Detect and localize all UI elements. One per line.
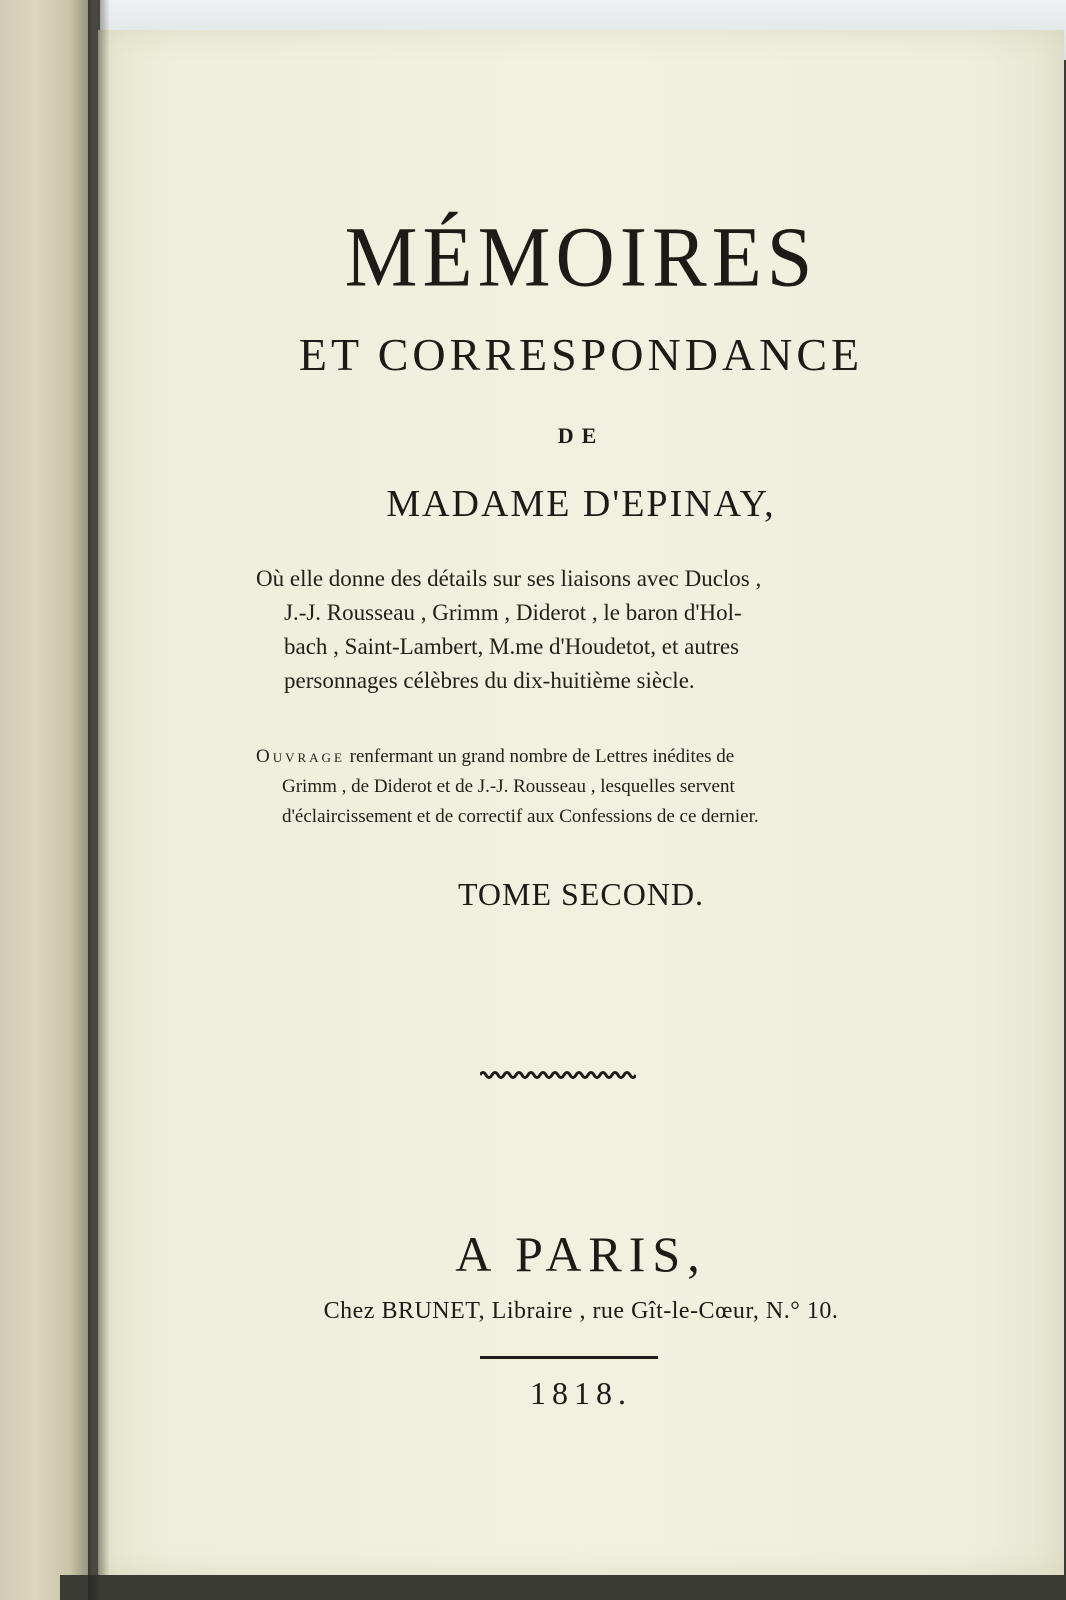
imprint-publisher: Chez BRUNET, Libraire , rue Gît-le-Cœur, N.° 10.: [323, 1298, 839, 1324]
book-subtitle: ET CORRESPONDANCE: [298, 329, 864, 380]
volume-label: TOME SECOND.: [457, 876, 705, 912]
author-name: MADAME D'EPINAY,: [386, 483, 776, 525]
work-note-block: [256, 742, 916, 832]
book-title: MÉMOIRES: [344, 208, 818, 305]
imprint-year: 1818.: [530, 1375, 632, 1411]
work-note-line: d'éclaircissement et de correctif aux Confessions de ce dernier.: [282, 806, 759, 827]
title-page: [98, 30, 1064, 1575]
background-bottom: [60, 1575, 1066, 1600]
title-preposition: DE: [557, 423, 605, 448]
description-line: J.-J. Rousseau , Grimm , Diderot , le baron d'Hol-: [284, 600, 742, 625]
ornament-divider: [480, 1070, 636, 1080]
description-line: bach , Saint-Lambert, M.me d'Houdetot, et autres: [284, 634, 740, 659]
imprint-city: A PARIS,: [455, 1226, 707, 1282]
work-note-line: [256, 742, 916, 772]
imprint-rule: [480, 1356, 658, 1359]
work-note-line: Grimm , de Diderot et de J.-J. Rousseau , lesquelles servent: [282, 776, 735, 797]
description-line: Où elle donne des détails sur ses liaisons avec Duclos ,: [256, 566, 762, 591]
work-note-lead: Ouvrage: [256, 746, 345, 767]
work-note-line-rest: renfermant un grand nombre de Lettres inédites de: [344, 746, 735, 767]
binding-shadow: [88, 0, 110, 1600]
left-page-edge: [0, 0, 100, 1600]
description-line: personnages célèbres du dix-huitième siècle.: [284, 668, 695, 693]
description-block: [256, 562, 896, 698]
